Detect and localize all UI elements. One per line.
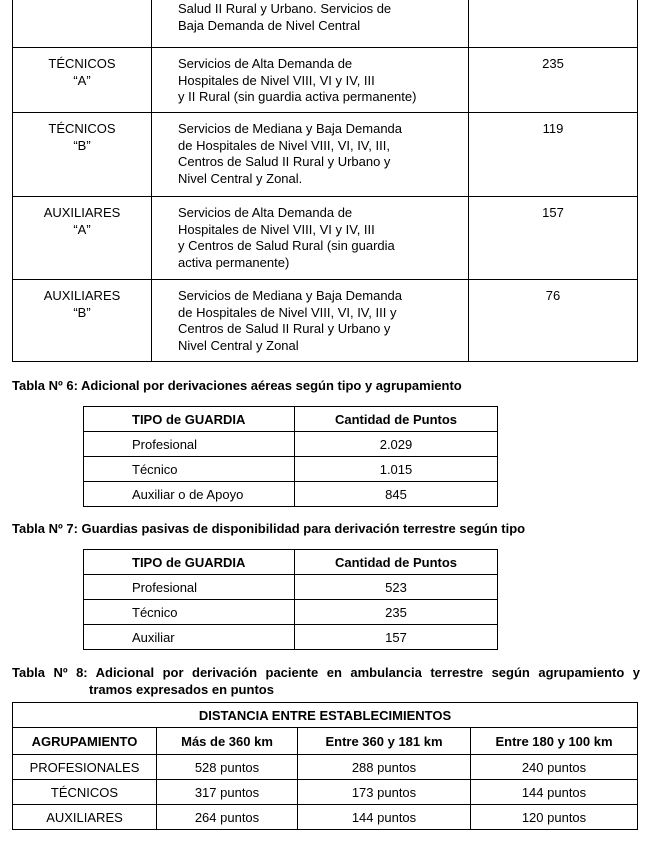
desc-line: Salud II Rural y Urbano. Servicios de [178, 1, 392, 16]
description-cell [152, 0, 469, 48]
table-8 [12, 702, 638, 830]
super-header: DISTANCIA ENTRE ESTABLECIMIENTOS [13, 703, 638, 728]
desc-line: Nivel Central y Zonal. [178, 170, 303, 186]
points-cell: 144 puntos [471, 780, 638, 805]
group-label: TÉCNICOS “B” [48, 121, 116, 153]
group-label: AUXILIARES “A” [43, 205, 121, 237]
desc-line: de Hospitales de Nivel VIII, VI, IV, III y [178, 304, 397, 320]
table-super-header-row [13, 703, 638, 728]
points-cell: 528 puntos [157, 755, 298, 780]
points-cell: 119 [469, 113, 638, 197]
group-cell: TÉCNICOS [13, 780, 157, 805]
points-cell: 120 puntos [471, 805, 638, 830]
points-cell: 157 [469, 197, 638, 280]
table-row [13, 805, 638, 830]
column-header: Más de 360 km [157, 728, 298, 755]
points-cell [469, 0, 638, 48]
description-cell [152, 48, 469, 113]
points-cell: 845 [295, 482, 498, 507]
table-row [84, 432, 498, 457]
table-row [84, 482, 498, 507]
column-header: TIPO de GUARDIA [84, 550, 295, 575]
column-header: TIPO de GUARDIA [84, 407, 295, 432]
table-row [84, 625, 498, 650]
points-cell: 264 puntos [157, 805, 298, 830]
points-cell: 173 puntos [298, 780, 471, 805]
table-header-row [84, 407, 498, 432]
group-cell: AUXILIARES [13, 805, 157, 830]
group-cell [13, 197, 152, 280]
points-cell: 2.029 [295, 432, 498, 457]
type-cell: Técnico [84, 457, 295, 482]
description-cell [152, 280, 469, 362]
desc-line: Nivel Central y Zonal [178, 337, 299, 353]
group-cell [13, 113, 152, 197]
type-cell: Auxiliar o de Apoyo [84, 482, 295, 507]
table-7 [83, 549, 498, 650]
table-7-caption: Tabla Nº 7: Guardias pasivas de disponibilidad para derivación terrestre según tipo [12, 521, 526, 536]
group-cell [13, 0, 152, 48]
points-cell: 288 puntos [298, 755, 471, 780]
desc-line: y II Rural (sin guardia activa permanente) [178, 89, 417, 104]
desc-line: Servicios de Alta Demanda de [178, 205, 353, 220]
caption-line-1: Tabla Nº 8: Adicional por derivación paciente en ambulancia terrestre según agrupamiento y [12, 665, 640, 680]
table-row [13, 48, 638, 113]
table-row [13, 780, 638, 805]
type-cell: Profesional [84, 432, 295, 457]
group-cell: PROFESIONALES [13, 755, 157, 780]
group-label: TÉCNICOS “A” [48, 56, 116, 88]
points-cell: 144 puntos [298, 805, 471, 830]
desc-line: activa permanente) [178, 254, 290, 270]
points-cell: 240 puntos [471, 755, 638, 780]
table-row [84, 600, 498, 625]
type-cell: Profesional [84, 575, 295, 600]
group-cell [13, 280, 152, 362]
table-row [84, 457, 498, 482]
desc-line: Centros de Salud II Rural y Urbano y [178, 321, 391, 336]
desc-line: Hospitales de Nivel VIII, VI y IV, III [178, 72, 375, 88]
points-cell: 523 [295, 575, 498, 600]
desc-line: de Hospitales de Nivel VIII, VI, IV, III, [178, 137, 390, 153]
table-8-caption [12, 664, 640, 698]
desc-line: Servicios de Mediana y Baja Demanda [178, 288, 403, 303]
description-cell [152, 113, 469, 197]
points-cell: 76 [469, 280, 638, 362]
desc-line: Baja Demanda de Nivel Central [178, 17, 361, 33]
table-row [13, 0, 638, 48]
type-cell: Técnico [84, 600, 295, 625]
table-row [13, 113, 638, 197]
desc-line: y Centros de Salud Rural (sin guardia [178, 238, 395, 253]
table-row [84, 575, 498, 600]
desc-line: Servicios de Alta Demanda de [178, 56, 353, 71]
column-header: Cantidad de Puntos [295, 550, 498, 575]
table-row [13, 280, 638, 362]
table-5-continuation [12, 0, 638, 362]
points-cell: 317 puntos [157, 780, 298, 805]
caption-line-2: tramos expresados en puntos [89, 682, 274, 697]
table-row [13, 197, 638, 280]
column-header: Entre 180 y 100 km [471, 728, 638, 755]
column-header: Cantidad de Puntos [295, 407, 498, 432]
table-6 [83, 406, 498, 507]
desc-line: Servicios de Mediana y Baja Demanda [178, 121, 403, 136]
column-header: Entre 360 y 181 km [298, 728, 471, 755]
points-cell: 235 [469, 48, 638, 113]
points-cell: 1.015 [295, 457, 498, 482]
table-header-row [84, 550, 498, 575]
table-row [13, 755, 638, 780]
column-header: AGRUPAMIENTO [13, 728, 157, 755]
group-cell [13, 48, 152, 113]
desc-line: Centros de Salud II Rural y Urbano y [178, 154, 391, 169]
description-cell [152, 197, 469, 280]
type-cell: Auxiliar [84, 625, 295, 650]
table-header-row [13, 728, 638, 755]
table-6-caption: Tabla Nº 6: Adicional por derivaciones aéreas según tipo y agrupamiento [12, 378, 462, 393]
points-cell: 235 [295, 600, 498, 625]
desc-line: Hospitales de Nivel VIII, VI y IV, III [178, 221, 375, 237]
group-label: AUXILIARES “B” [43, 288, 121, 320]
points-cell: 157 [295, 625, 498, 650]
